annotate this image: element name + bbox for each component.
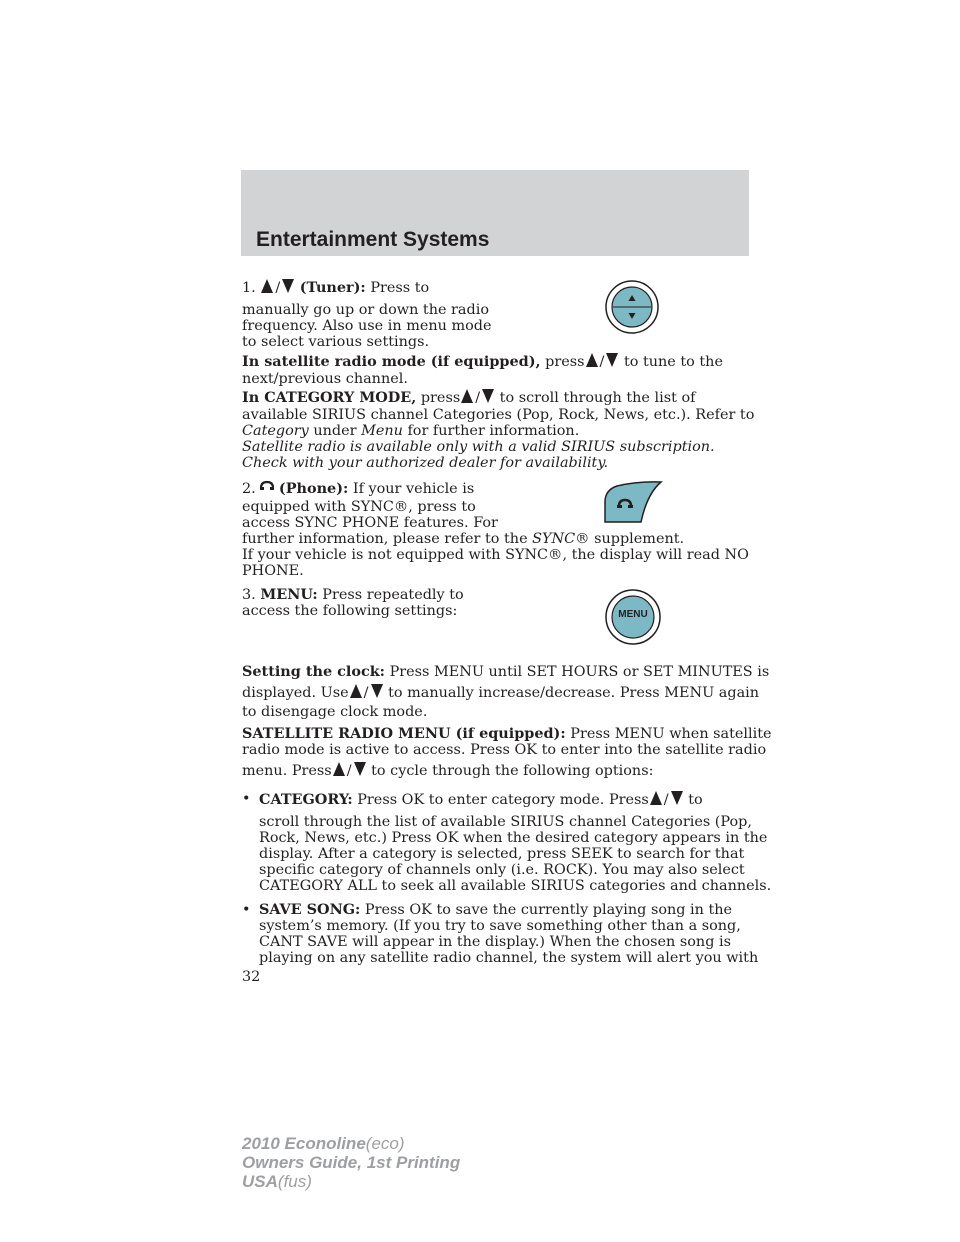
menu-button-label: MENU (618, 609, 648, 620)
arrow-down-icon (671, 791, 683, 805)
item2-line3: access SYNC PHONE features. For (242, 515, 498, 531)
arrow-up-icon (650, 791, 662, 805)
page-number: 32 (242, 969, 261, 985)
category-line4: display. After a category is selected, press SEEK to search for that (259, 846, 745, 862)
item2-line2: equipped with SYNC®, press to (242, 499, 476, 515)
item2-line5: If your vehicle is not equipped with SYNC®, the display will read NO (242, 547, 749, 563)
satmenu-line3: menu. Press / to cycle through the following options: (242, 763, 654, 779)
cat-line1: In CATEGORY MODE, press / to scroll through the list of (242, 389, 696, 406)
savesong-line4: playing on any satellite radio channel, the system will alert you with (259, 950, 759, 966)
item2-line1: 2. (Phone): If your vehicle is (242, 480, 475, 497)
item3-line2: access the following settings: (242, 603, 458, 619)
footer (242, 1134, 460, 1191)
clock-line3: to disengage clock mode. (242, 704, 428, 720)
cat-line3: Category under Menu for further information. (242, 423, 580, 439)
category-line3: Rock, News, etc.) Press OK when the desired category appears in the (259, 830, 768, 846)
satmenu-line2: radio mode is active to access. Press OK to enter into the satellite radio (242, 742, 767, 758)
arrow-up-icon (461, 389, 473, 403)
cat-line2: available SIRIUS channel Categories (Pop, Rock, News, etc.). Refer to (242, 407, 755, 423)
section-header (241, 170, 749, 256)
savesong-line1: SAVE SONG: Press OK to save the currently playing song in the (259, 901, 733, 918)
item3-line1: 3. MENU: Press repeatedly to (242, 586, 464, 603)
phone-icon (260, 479, 274, 491)
item1-line2: manually go up or down the radio (242, 302, 489, 318)
arrow-down-icon (482, 389, 494, 403)
bullet: • (242, 791, 251, 807)
sat-line1: In satellite radio mode (if equipped), press / to tune to the (242, 353, 723, 370)
clock-line2: displayed. Use / to manually increase/decrease. Press MENU again (242, 685, 760, 701)
category-line2: scroll through the list of available SIRIUS channel Categories (Pop, (259, 814, 752, 830)
arrow-down-icon (354, 762, 366, 776)
arrow-up-icon (586, 353, 598, 367)
arrow-up-icon (261, 279, 273, 293)
satmenu-line1: SATELLITE RADIO MENU (if equipped): Press MENU when satellite (242, 725, 772, 742)
item1-line3: frequency. Also use in menu mode (242, 318, 492, 334)
arrow-down-icon (606, 353, 618, 367)
clock-line1: Setting the clock: Press MENU until SET HOURS or SET MINUTES is (242, 663, 770, 680)
arrow-up-icon (350, 684, 362, 698)
item1-line1: 1. / (Tuner): Press to (242, 279, 430, 296)
savesong-line2: system’s memory. (If you try to save something other than a song, (259, 918, 741, 934)
category-line1: CATEGORY: Press OK to enter category mode. Press / to (259, 791, 703, 808)
footer-line2: Owners Guide, 1st Printing (242, 1153, 461, 1172)
arrow-down-icon (282, 279, 294, 293)
bullet: • (242, 902, 251, 918)
menu-button-icon (604, 588, 662, 646)
arrow-down-icon (371, 684, 383, 698)
cat-note2: Check with your authorized dealer for availability. (242, 455, 609, 471)
footer-line1: 2010 Econoline(eco) (242, 1134, 405, 1153)
footer-line3: USA(fus) (242, 1172, 312, 1191)
item2-line6: PHONE. (242, 563, 304, 579)
category-line5: specific category of channels only (i.e. ROCK). You may also select (259, 862, 745, 878)
item2-line4: further information, please refer to the SYNC® supplement. (242, 531, 685, 547)
sat-line2: next/previous channel. (242, 371, 408, 387)
savesong-line3: CANT SAVE will appear in the display.) When the chosen song is (259, 934, 731, 950)
phone-button-icon (603, 480, 663, 524)
cat-note1: Satellite radio is available only with a valid SIRIUS subscription. (242, 439, 715, 455)
item1-line4: to select various settings. (242, 334, 430, 350)
category-line6: CATEGORY ALL to seek all available SIRIUS categories and channels. (259, 878, 772, 894)
tuner-button-icon (604, 279, 660, 335)
arrow-up-icon (333, 762, 345, 776)
section-title: Entertainment Systems (256, 228, 490, 251)
